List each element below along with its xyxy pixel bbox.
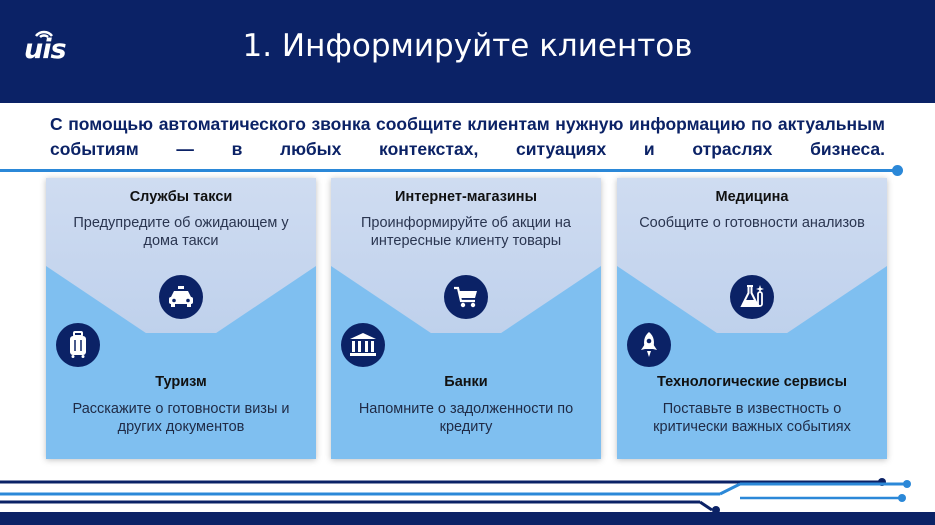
card-top-desc: Проинформируйте об акции на интересные клиенту товары [360, 215, 572, 249]
card-medicine-tech [617, 178, 887, 459]
header-bar [0, 0, 935, 103]
card-shops-banks [331, 178, 601, 459]
card-top-title: Службы такси [129, 189, 233, 205]
card-taxi-tourism [46, 178, 316, 459]
logo-text: uis [24, 34, 66, 65]
card-top-title: Интернет-магазины [395, 189, 537, 205]
card-bottom-desc: Поставьте в известность о критически важных событиях [653, 401, 851, 435]
circuit-decoration [0, 470, 935, 515]
divider-line [0, 169, 898, 172]
card-bottom-title: Банки [444, 374, 488, 390]
card-bottom-title: Туризм [155, 374, 207, 390]
card-top-desc: Предупредите об ожидающем у дома такси [73, 215, 289, 249]
shopping-cart-icon [444, 275, 488, 319]
card-bottom-desc: Напомните о задолженности по кредиту [358, 401, 574, 435]
card-top-title: Медицина [715, 189, 789, 205]
page-title: 1. Информируйте клиентов [242, 28, 693, 64]
lab-flask-icon [730, 275, 774, 319]
card-bottom-title: Технологические сервисы [656, 374, 848, 390]
rocket-icon [627, 323, 671, 367]
bank-icon [341, 323, 385, 367]
footer-bar [0, 512, 935, 525]
suitcase-icon [56, 323, 100, 367]
card-bottom-desc: Расскажите о готовности визы и других документов [72, 401, 290, 435]
divider-dot [892, 165, 903, 176]
taxi-icon [159, 275, 203, 319]
card-top-desc: Сообщите о готовности анализов [639, 215, 865, 231]
intro-text: С помощью автоматического звонка сообщите клиентам нужную информацию по актуальным событиям — в любых контекстах, ситуациях и отраслях бизнеса. [50, 114, 885, 159]
